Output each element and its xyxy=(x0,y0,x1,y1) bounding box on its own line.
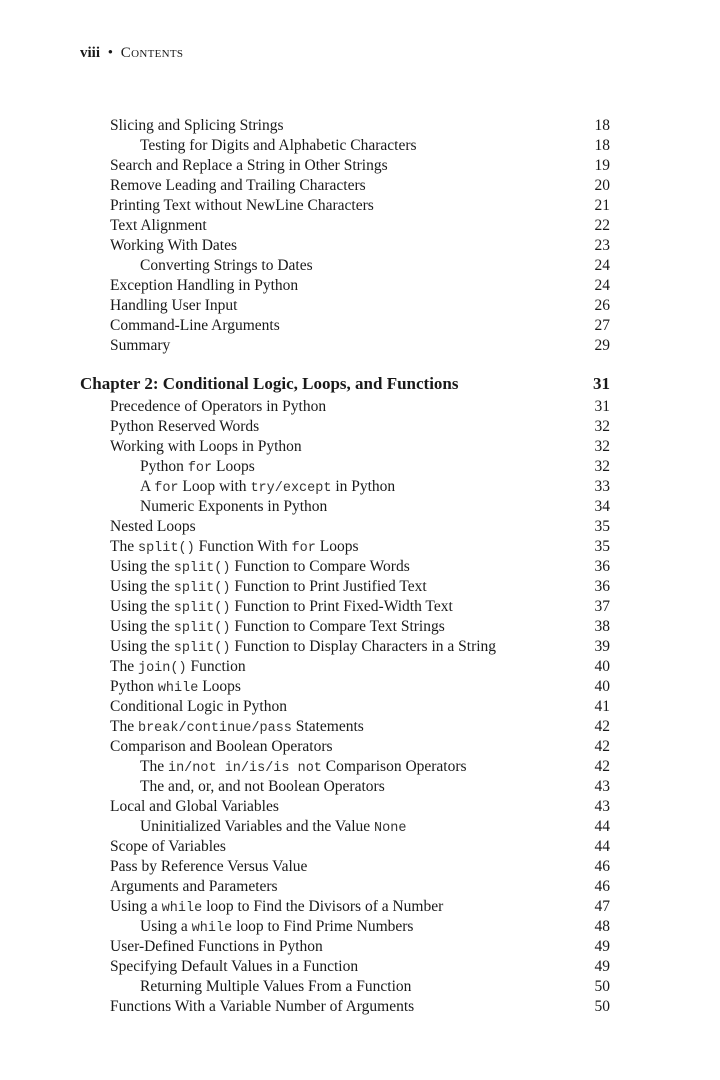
toc-entry-title xyxy=(80,497,327,517)
toc-entry-title xyxy=(80,937,323,957)
title-text: Handling User Input xyxy=(110,297,238,314)
toc-entry-page: 47 xyxy=(594,898,610,915)
toc-entry-title xyxy=(80,457,255,479)
toc-entry-title xyxy=(80,857,307,877)
toc-entry-title xyxy=(80,557,410,579)
title-text: User-Defined Functions in Python xyxy=(110,938,323,955)
title-text: Function to Compare Text Strings xyxy=(230,618,445,635)
title-text: Conditional Logic in Python xyxy=(110,698,287,715)
toc-entry-page: 24 xyxy=(594,257,610,274)
title-text: Using a xyxy=(140,918,192,935)
title-text: Pass by Reference Versus Value xyxy=(110,858,308,875)
toc-entry-title xyxy=(80,156,388,176)
toc-entry[interactable] xyxy=(80,296,610,316)
title-text: Using the xyxy=(110,618,174,635)
toc-entry-title xyxy=(80,577,427,599)
toc-entry[interactable] xyxy=(80,777,610,797)
toc-entry-page: 50 xyxy=(594,998,610,1015)
toc-entry-title xyxy=(80,136,417,156)
code-term: for xyxy=(291,541,316,556)
title-text: Local and Global Variables xyxy=(110,798,279,815)
title-text: Using a xyxy=(110,898,162,915)
toc-entry-title xyxy=(80,997,414,1017)
title-text: Loops xyxy=(315,538,359,555)
toc-entry[interactable] xyxy=(80,757,610,777)
toc-entry[interactable] xyxy=(80,657,610,677)
code-term: for xyxy=(187,461,213,476)
toc-entry[interactable] xyxy=(80,597,610,617)
toc-entry-title xyxy=(80,116,284,136)
toc-entry-page: 36 xyxy=(594,558,610,575)
toc-entry-page: 36 xyxy=(594,578,610,595)
toc-entry-page: 46 xyxy=(594,878,610,895)
toc-entry[interactable] xyxy=(80,957,610,977)
title-text: Function to Print Fixed-Width Text xyxy=(230,598,453,615)
toc-entry-title xyxy=(80,717,364,739)
toc-entry-page: 42 xyxy=(594,718,610,735)
toc-entry[interactable] xyxy=(80,397,610,417)
toc-entry[interactable] xyxy=(80,517,610,537)
toc-entry-page: 43 xyxy=(594,798,610,815)
toc-entry-page: 27 xyxy=(594,317,610,334)
toc-entry-page: 33 xyxy=(594,478,610,495)
toc-entry-page: 20 xyxy=(594,177,610,194)
title-text: loop to Find Prime Numbers xyxy=(232,918,414,935)
toc-entry-title xyxy=(80,617,445,639)
toc-entry-title xyxy=(80,296,237,316)
toc-entry-page: 48 xyxy=(594,918,610,935)
code-term: while xyxy=(161,901,203,916)
title-text: Comparison and Boolean Operators xyxy=(110,738,333,755)
title-text: Using the xyxy=(110,578,174,595)
toc-entry-page: 35 xyxy=(594,518,610,535)
toc-entry[interactable] xyxy=(80,477,610,497)
toc-entry-title xyxy=(80,697,287,717)
toc-entry-title xyxy=(80,877,278,897)
toc-entry-title xyxy=(80,957,358,977)
toc-entry[interactable] xyxy=(80,897,610,917)
toc-entry-page: 44 xyxy=(594,838,610,855)
toc-entry-title xyxy=(80,537,358,559)
toc-entry-title xyxy=(80,817,406,839)
toc-entry-title xyxy=(80,677,241,699)
toc-entry-page: 49 xyxy=(594,958,610,975)
title-text: The xyxy=(140,758,168,775)
toc-entry[interactable] xyxy=(80,717,610,737)
toc-entry-page: 18 xyxy=(594,137,610,154)
toc-entry-title xyxy=(80,797,279,817)
chapter-title: Chapter 2: Conditional Logic, Loops, and Functions xyxy=(80,374,459,393)
toc-entry[interactable] xyxy=(80,637,610,657)
toc-entry-title xyxy=(80,176,366,196)
toc-entry-title xyxy=(80,276,298,296)
toc-entry-title xyxy=(80,437,302,457)
title-text: Nested Loops xyxy=(110,518,196,535)
toc-entry-page: 49 xyxy=(594,938,610,955)
toc-entry-title xyxy=(80,917,413,939)
title-text: Exception Handling in Python xyxy=(110,277,299,294)
toc-entry[interactable] xyxy=(80,877,610,897)
chapter-heading[interactable] xyxy=(80,372,610,396)
toc-entry[interactable] xyxy=(80,617,610,637)
toc-entry-title xyxy=(80,757,467,779)
toc-entry-page: 43 xyxy=(594,778,610,795)
title-text: Python Reserved Words xyxy=(110,418,260,435)
toc-entry-page: 32 xyxy=(594,458,610,475)
title-text: Functions With a Variable Number of Arguments xyxy=(110,998,415,1015)
toc-entry-page: 23 xyxy=(594,237,610,254)
title-text: The and, or, and not Boolean Operators xyxy=(140,778,385,795)
toc-entry[interactable] xyxy=(80,216,610,236)
toc-entry[interactable] xyxy=(80,837,610,857)
toc-entry-title xyxy=(80,777,385,797)
toc-entry[interactable] xyxy=(80,937,610,957)
title-text: loop to Find the Divisors of a Number xyxy=(202,898,444,915)
toc-entry-title xyxy=(80,657,246,679)
code-term: split() xyxy=(173,581,231,596)
title-text: Command-Line Arguments xyxy=(110,317,280,334)
toc-entry[interactable] xyxy=(80,336,610,356)
toc-entry[interactable] xyxy=(80,276,610,296)
toc-entry[interactable] xyxy=(80,256,610,276)
toc-entry[interactable] xyxy=(80,196,610,216)
toc-entry[interactable] xyxy=(80,817,610,837)
toc-entry-page: 40 xyxy=(594,658,610,675)
section-title: Contents xyxy=(120,45,184,61)
toc-section-after xyxy=(80,397,610,1017)
toc-entry-title xyxy=(80,477,395,499)
code-term: split() xyxy=(173,561,231,576)
toc-entry-page: 22 xyxy=(594,217,610,234)
toc-entry-title xyxy=(80,236,237,256)
toc-entry[interactable] xyxy=(80,236,610,256)
title-text: in Python xyxy=(331,478,396,495)
toc-entry-title xyxy=(80,196,374,216)
code-term: None xyxy=(374,821,407,836)
toc-entry[interactable] xyxy=(80,316,610,336)
title-text: Converting Strings to Dates xyxy=(140,257,313,274)
code-term: while xyxy=(157,681,199,696)
toc-entry-title xyxy=(80,597,453,619)
toc-entry[interactable] xyxy=(80,497,610,517)
toc-entry-page: 41 xyxy=(594,698,610,715)
title-text: A xyxy=(140,478,155,495)
title-text: Summary xyxy=(110,337,171,354)
code-term: in/not in/is/is not xyxy=(167,761,322,776)
toc-entry-title xyxy=(80,316,280,336)
toc-entry[interactable] xyxy=(80,457,610,477)
toc-entry-page: 32 xyxy=(594,438,610,455)
title-text: Loops xyxy=(198,678,241,695)
toc-entry-page: 42 xyxy=(594,758,610,775)
toc-entry-page: 26 xyxy=(594,297,610,314)
code-term: split() xyxy=(173,621,231,636)
code-term: split() xyxy=(137,541,195,556)
title-text: Using the xyxy=(110,638,174,655)
toc-entry-page: 18 xyxy=(594,117,610,134)
toc-entry-title xyxy=(80,417,259,437)
toc-entry[interactable] xyxy=(80,176,610,196)
title-text: Remove Leading and Trailing Characters xyxy=(110,177,366,194)
toc-entry-page: 34 xyxy=(594,498,610,515)
toc-entry-title xyxy=(80,397,326,417)
toc-entry-title xyxy=(80,637,496,659)
code-term: split() xyxy=(173,641,231,656)
toc-entry-page: 19 xyxy=(594,157,610,174)
title-text: Function to Print Justified Text xyxy=(230,578,427,595)
toc-entry[interactable] xyxy=(80,557,610,577)
title-text: Using the xyxy=(110,598,174,615)
toc-entry[interactable] xyxy=(80,997,610,1017)
toc-entry[interactable] xyxy=(80,917,610,937)
toc-section-before xyxy=(80,116,610,356)
code-term: break/continue/pass xyxy=(137,721,292,736)
title-text: Slicing and Splicing Strings xyxy=(110,117,284,134)
toc-entry-page: 35 xyxy=(594,538,610,555)
toc-entry[interactable] xyxy=(80,857,610,877)
title-text: Printing Text without NewLine Characters xyxy=(110,197,374,214)
toc-entry-page: 32 xyxy=(594,418,610,435)
title-text: Scope of Variables xyxy=(110,838,226,855)
toc-entry[interactable] xyxy=(80,417,610,437)
toc-entry-title xyxy=(80,897,443,919)
toc-entry-title xyxy=(80,336,170,356)
running-head xyxy=(80,41,183,65)
toc-entry-page: 50 xyxy=(594,978,610,995)
chapter-page: 31 xyxy=(593,374,610,393)
title-text: Numeric Exponents in Python xyxy=(140,498,328,515)
toc-entry-page: 37 xyxy=(594,598,610,615)
toc-entry-page: 42 xyxy=(594,738,610,755)
toc-entry-page: 39 xyxy=(594,638,610,655)
page-number: viii xyxy=(80,45,101,61)
title-text: Precedence of Operators in Python xyxy=(110,398,327,415)
code-term: while xyxy=(191,921,233,936)
header-separator: • xyxy=(107,45,114,61)
title-text: Using the xyxy=(110,558,174,575)
title-text: Function to Compare Words xyxy=(230,558,410,575)
toc-entry-title xyxy=(80,737,333,757)
table-of-contents xyxy=(80,116,610,1017)
title-text: Returning Multiple Values From a Function xyxy=(140,978,412,995)
toc-entry[interactable] xyxy=(80,677,610,697)
toc-entry[interactable] xyxy=(80,437,610,457)
title-text: Loop with xyxy=(178,478,251,495)
title-text: Loops xyxy=(212,458,255,475)
code-term: split() xyxy=(173,601,231,616)
toc-entry-page: 24 xyxy=(594,277,610,294)
title-text: Uninitialized Variables and the Value xyxy=(140,818,375,835)
toc-entry-page: 21 xyxy=(594,197,610,214)
toc-entry[interactable] xyxy=(80,977,610,997)
title-text: The xyxy=(110,538,138,555)
toc-entry-title xyxy=(80,216,207,236)
code-term: try/except xyxy=(250,481,332,496)
toc-entry-page: 44 xyxy=(594,818,610,835)
title-text: Working with Loops in Python xyxy=(110,438,302,455)
title-text: The xyxy=(110,718,138,735)
toc-entry[interactable] xyxy=(80,797,610,817)
title-text: Statements xyxy=(291,718,364,735)
toc-entry-page: 38 xyxy=(594,618,610,635)
toc-entry-title xyxy=(80,517,196,537)
title-text: Testing for Digits and Alphabetic Characters xyxy=(140,137,417,154)
toc-entry[interactable] xyxy=(80,697,610,717)
title-text: Text Alignment xyxy=(110,217,207,234)
toc-entry-title xyxy=(80,837,226,857)
toc-entry-page: 31 xyxy=(594,398,610,415)
toc-entry-page: 29 xyxy=(594,337,610,354)
title-text: Function xyxy=(186,658,246,675)
toc-entry-title xyxy=(80,977,411,997)
toc-entry-page: 46 xyxy=(594,858,610,875)
toc-entry[interactable] xyxy=(80,136,610,156)
toc-entry[interactable] xyxy=(80,577,610,597)
title-text: Arguments and Parameters xyxy=(110,878,278,895)
title-text: Comparison Operators xyxy=(321,758,467,775)
toc-entry[interactable] xyxy=(80,537,610,557)
title-text: Python xyxy=(140,458,188,475)
toc-entry[interactable] xyxy=(80,737,610,757)
title-text: Search and Replace a String in Other Strings xyxy=(110,157,388,174)
title-text: Function With xyxy=(194,538,292,555)
title-text: Python xyxy=(110,678,158,695)
toc-entry-page: 40 xyxy=(594,678,610,695)
toc-entry-title xyxy=(80,256,313,276)
title-text: Function to Display Characters in a String xyxy=(230,638,497,655)
toc-entry[interactable] xyxy=(80,116,610,136)
code-term: for xyxy=(154,481,179,496)
title-text: The xyxy=(110,658,138,675)
toc-entry[interactable] xyxy=(80,156,610,176)
title-text: Specifying Default Values in a Function xyxy=(110,958,359,975)
code-term: join() xyxy=(137,661,187,676)
title-text: Working With Dates xyxy=(110,237,237,254)
